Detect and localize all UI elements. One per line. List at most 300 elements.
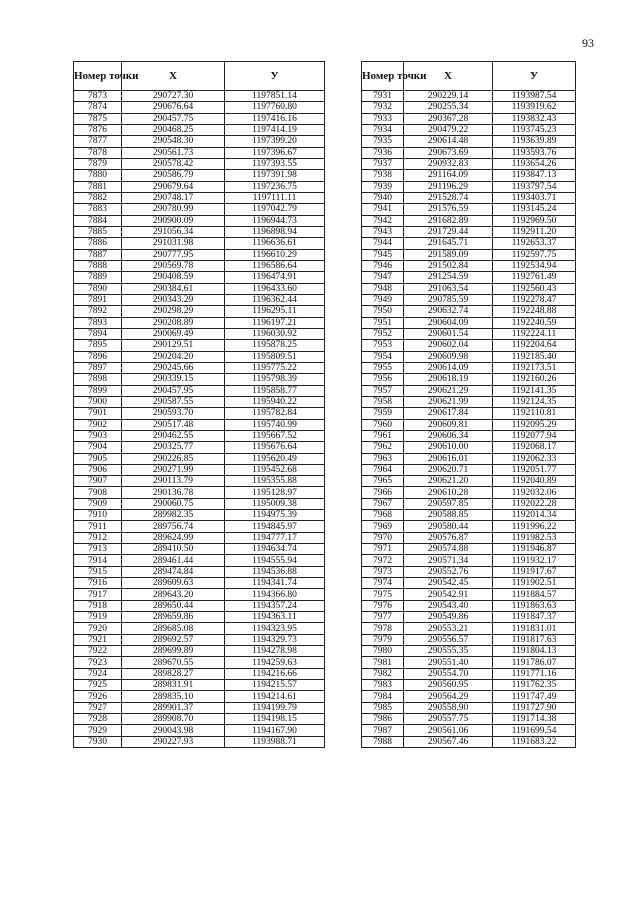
point-number-cell: 7959 bbox=[362, 408, 404, 419]
table-row bbox=[362, 487, 576, 498]
header-row bbox=[74, 62, 325, 91]
y-coordinate-cell: 1191714.38 bbox=[493, 714, 576, 725]
point-number-cell: 7914 bbox=[74, 555, 122, 566]
y-coordinate-cell: 1195740.99 bbox=[225, 419, 325, 430]
point-number-cell: 7956 bbox=[362, 374, 404, 385]
y-coordinate-cell: 1192022.28 bbox=[493, 498, 576, 509]
table-row bbox=[362, 272, 576, 283]
table-row bbox=[362, 181, 576, 192]
point-number-cell: 7892 bbox=[74, 306, 122, 317]
point-number-cell: 7925 bbox=[74, 680, 122, 691]
table-row bbox=[362, 102, 576, 113]
x-coordinate-cell: 290542.45 bbox=[404, 578, 493, 589]
x-coordinate-cell: 290617.84 bbox=[404, 408, 493, 419]
point-number-cell: 7978 bbox=[362, 623, 404, 634]
y-coordinate-cell: 1192110.81 bbox=[493, 408, 576, 419]
y-coordinate-cell: 1191884.57 bbox=[493, 589, 576, 600]
point-number-cell: 7891 bbox=[74, 294, 122, 305]
point-number-cell: 7911 bbox=[74, 521, 122, 532]
y-coordinate-cell: 1194363.11 bbox=[225, 612, 325, 623]
y-coordinate-cell: 1195355.88 bbox=[225, 476, 325, 487]
x-coordinate-cell: 290479.22 bbox=[404, 124, 493, 135]
y-coordinate-cell: 1192124.35 bbox=[493, 396, 576, 407]
x-coordinate-cell: 291502.84 bbox=[404, 260, 493, 271]
x-coordinate-cell: 290457.75 bbox=[122, 113, 225, 124]
x-coordinate-cell: 290727.30 bbox=[122, 91, 225, 102]
point-number-cell: 7918 bbox=[74, 600, 122, 611]
x-coordinate-cell: 291063.54 bbox=[404, 283, 493, 294]
x-coordinate-cell: 289828.27 bbox=[122, 668, 225, 679]
x-coordinate-cell: 290069.49 bbox=[122, 328, 225, 339]
table-row bbox=[362, 260, 576, 271]
x-coordinate-cell: 290325.77 bbox=[122, 442, 225, 453]
point-number-cell: 7937 bbox=[362, 158, 404, 169]
table-row bbox=[74, 510, 325, 521]
point-number-cell: 7887 bbox=[74, 249, 122, 260]
table-row bbox=[362, 317, 576, 328]
table-row bbox=[74, 238, 325, 249]
coordinates-table-right bbox=[361, 61, 576, 748]
table-row bbox=[74, 340, 325, 351]
point-number-cell: 7970 bbox=[362, 532, 404, 543]
table-row bbox=[362, 464, 576, 475]
table-row bbox=[362, 351, 576, 362]
x-coordinate-cell: 289831.91 bbox=[122, 680, 225, 691]
x-coordinate-cell: 289461.44 bbox=[122, 555, 225, 566]
x-coordinate-cell: 290136.78 bbox=[122, 487, 225, 498]
table-row bbox=[362, 442, 576, 453]
table-row bbox=[362, 113, 576, 124]
table-row bbox=[362, 668, 576, 679]
x-coordinate-cell: 290567.46 bbox=[404, 736, 493, 747]
point-number-cell: 7986 bbox=[362, 714, 404, 725]
table-row bbox=[362, 691, 576, 702]
table-row bbox=[362, 521, 576, 532]
table-row bbox=[362, 453, 576, 464]
header-x: X bbox=[404, 62, 493, 91]
table-row bbox=[74, 192, 325, 203]
table-row bbox=[362, 714, 576, 725]
point-number-cell: 7982 bbox=[362, 668, 404, 679]
table-row bbox=[362, 600, 576, 611]
table-row bbox=[74, 396, 325, 407]
point-number-cell: 7944 bbox=[362, 238, 404, 249]
y-coordinate-cell: 1191996.22 bbox=[493, 521, 576, 532]
point-number-cell: 7971 bbox=[362, 544, 404, 555]
point-number-cell: 7886 bbox=[74, 238, 122, 249]
table-row bbox=[74, 464, 325, 475]
y-coordinate-cell: 1195940.22 bbox=[225, 396, 325, 407]
table-row bbox=[362, 476, 576, 487]
x-coordinate-cell: 290557.75 bbox=[404, 714, 493, 725]
y-coordinate-cell: 1197414.19 bbox=[225, 124, 325, 135]
table-row bbox=[74, 226, 325, 237]
point-number-cell: 7909 bbox=[74, 498, 122, 509]
point-number-cell: 7968 bbox=[362, 510, 404, 521]
point-number-cell: 7919 bbox=[74, 612, 122, 623]
x-coordinate-cell: 290777.95 bbox=[122, 249, 225, 260]
y-coordinate-cell: 1192969.50 bbox=[493, 215, 576, 226]
point-number-cell: 7943 bbox=[362, 226, 404, 237]
point-number-cell: 7965 bbox=[362, 476, 404, 487]
table-row bbox=[362, 328, 576, 339]
y-coordinate-cell: 1194259.63 bbox=[225, 657, 325, 668]
point-number-cell: 7938 bbox=[362, 170, 404, 181]
x-coordinate-cell: 291645.71 bbox=[404, 238, 493, 249]
table-row bbox=[362, 362, 576, 373]
header-point-number: Номер точки bbox=[74, 62, 122, 91]
x-coordinate-cell: 290043.98 bbox=[122, 725, 225, 736]
point-number-cell: 7932 bbox=[362, 102, 404, 113]
table-row bbox=[74, 306, 325, 317]
y-coordinate-cell: 1192185.40 bbox=[493, 351, 576, 362]
table-row bbox=[74, 260, 325, 271]
y-coordinate-cell: 1192160.26 bbox=[493, 374, 576, 385]
table-row bbox=[362, 430, 576, 441]
point-number-cell: 7894 bbox=[74, 328, 122, 339]
header-y: У bbox=[493, 62, 576, 91]
y-coordinate-cell: 1193403.71 bbox=[493, 192, 576, 203]
table-row bbox=[74, 136, 325, 147]
table-row bbox=[362, 294, 576, 305]
y-coordinate-cell: 1192560.43 bbox=[493, 283, 576, 294]
y-coordinate-cell: 1194215.57 bbox=[225, 680, 325, 691]
table-row bbox=[74, 419, 325, 430]
point-number-cell: 7945 bbox=[362, 249, 404, 260]
point-number-cell: 7941 bbox=[362, 204, 404, 215]
table-row bbox=[74, 476, 325, 487]
table-row bbox=[74, 612, 325, 623]
table-row bbox=[362, 646, 576, 657]
table-row bbox=[362, 498, 576, 509]
point-number-cell: 7907 bbox=[74, 476, 122, 487]
point-number-cell: 7972 bbox=[362, 555, 404, 566]
y-coordinate-cell: 1192761.49 bbox=[493, 272, 576, 283]
y-coordinate-cell: 1195667.52 bbox=[225, 430, 325, 441]
y-coordinate-cell: 1192597.75 bbox=[493, 249, 576, 260]
x-coordinate-cell: 290561.06 bbox=[404, 725, 493, 736]
y-coordinate-cell: 1194323.95 bbox=[225, 623, 325, 634]
y-coordinate-cell: 1192014.34 bbox=[493, 510, 576, 521]
table-row bbox=[362, 680, 576, 691]
point-number-cell: 7979 bbox=[362, 634, 404, 645]
point-number-cell: 7889 bbox=[74, 272, 122, 283]
table-row bbox=[362, 374, 576, 385]
point-number-cell: 7903 bbox=[74, 430, 122, 441]
point-number-cell: 7912 bbox=[74, 532, 122, 543]
y-coordinate-cell: 1192095.29 bbox=[493, 419, 576, 430]
table-row bbox=[74, 351, 325, 362]
y-coordinate-cell: 1193988.71 bbox=[225, 736, 325, 747]
x-coordinate-cell: 290552.76 bbox=[404, 566, 493, 577]
point-number-cell: 7924 bbox=[74, 668, 122, 679]
point-number-cell: 7974 bbox=[362, 578, 404, 589]
x-coordinate-cell: 290614.09 bbox=[404, 362, 493, 373]
y-coordinate-cell: 1197236.75 bbox=[225, 181, 325, 192]
x-coordinate-cell: 290553.21 bbox=[404, 623, 493, 634]
table-body-left bbox=[74, 91, 325, 748]
table-row bbox=[74, 736, 325, 747]
y-coordinate-cell: 1191727.90 bbox=[493, 702, 576, 713]
header-x: X bbox=[122, 62, 225, 91]
point-number-cell: 7921 bbox=[74, 634, 122, 645]
point-number-cell: 7908 bbox=[74, 487, 122, 498]
table-row bbox=[74, 532, 325, 543]
point-number-cell: 7985 bbox=[362, 702, 404, 713]
point-number-cell: 7915 bbox=[74, 566, 122, 577]
table-row bbox=[74, 147, 325, 158]
point-number-cell: 7926 bbox=[74, 691, 122, 702]
table-row bbox=[74, 668, 325, 679]
header-row bbox=[362, 62, 576, 91]
x-coordinate-cell: 290517.48 bbox=[122, 419, 225, 430]
x-coordinate-cell: 289659.86 bbox=[122, 612, 225, 623]
table-row bbox=[74, 544, 325, 555]
point-number-cell: 7953 bbox=[362, 340, 404, 351]
point-number-cell: 7977 bbox=[362, 612, 404, 623]
point-number-cell: 7961 bbox=[362, 430, 404, 441]
table-row bbox=[74, 283, 325, 294]
y-coordinate-cell: 1191847.37 bbox=[493, 612, 576, 623]
table-row bbox=[362, 226, 576, 237]
x-coordinate-cell: 290593.70 bbox=[122, 408, 225, 419]
x-coordinate-cell: 290549.86 bbox=[404, 612, 493, 623]
y-coordinate-cell: 1193654.26 bbox=[493, 158, 576, 169]
x-coordinate-cell: 290551.40 bbox=[404, 657, 493, 668]
table-row bbox=[362, 238, 576, 249]
point-number-cell: 7910 bbox=[74, 510, 122, 521]
y-coordinate-cell: 1191771.16 bbox=[493, 668, 576, 679]
table-row bbox=[362, 158, 576, 169]
x-coordinate-cell: 290457.95 bbox=[122, 385, 225, 396]
table-row bbox=[362, 532, 576, 543]
y-coordinate-cell: 1197851.14 bbox=[225, 91, 325, 102]
point-number-cell: 7933 bbox=[362, 113, 404, 124]
y-coordinate-cell: 1191863.63 bbox=[493, 600, 576, 611]
x-coordinate-cell: 290560.95 bbox=[404, 680, 493, 691]
x-coordinate-cell: 291729.44 bbox=[404, 226, 493, 237]
point-number-cell: 7950 bbox=[362, 306, 404, 317]
y-coordinate-cell: 1191982.53 bbox=[493, 532, 576, 543]
y-coordinate-cell: 1197393.55 bbox=[225, 158, 325, 169]
x-coordinate-cell: 291576.59 bbox=[404, 204, 493, 215]
x-coordinate-cell: 290245.66 bbox=[122, 362, 225, 373]
table-row bbox=[362, 147, 576, 158]
point-number-cell: 7939 bbox=[362, 181, 404, 192]
table-row bbox=[74, 702, 325, 713]
table-row bbox=[362, 623, 576, 634]
point-number-cell: 7922 bbox=[74, 646, 122, 657]
point-number-cell: 7893 bbox=[74, 317, 122, 328]
y-coordinate-cell: 1194199.79 bbox=[225, 702, 325, 713]
table-row bbox=[74, 158, 325, 169]
point-number-cell: 7905 bbox=[74, 453, 122, 464]
x-coordinate-cell: 290468.25 bbox=[122, 124, 225, 135]
point-number-cell: 7877 bbox=[74, 136, 122, 147]
point-number-cell: 7955 bbox=[362, 362, 404, 373]
point-number-cell: 7899 bbox=[74, 385, 122, 396]
table-row bbox=[74, 487, 325, 498]
x-coordinate-cell: 290543.40 bbox=[404, 600, 493, 611]
table-row bbox=[74, 725, 325, 736]
x-coordinate-cell: 290204.20 bbox=[122, 351, 225, 362]
x-coordinate-cell: 290597.85 bbox=[404, 498, 493, 509]
table-row bbox=[74, 374, 325, 385]
table-row bbox=[74, 362, 325, 373]
y-coordinate-cell: 1192653.37 bbox=[493, 238, 576, 249]
table-row bbox=[74, 181, 325, 192]
y-coordinate-cell: 1191831.01 bbox=[493, 623, 576, 634]
y-coordinate-cell: 1196944.73 bbox=[225, 215, 325, 226]
table-row bbox=[362, 136, 576, 147]
y-coordinate-cell: 1197111.11 bbox=[225, 192, 325, 203]
table-row bbox=[74, 385, 325, 396]
y-coordinate-cell: 1191946.87 bbox=[493, 544, 576, 555]
x-coordinate-cell: 289609.63 bbox=[122, 578, 225, 589]
point-number-cell: 7898 bbox=[74, 374, 122, 385]
point-number-cell: 7963 bbox=[362, 453, 404, 464]
x-coordinate-cell: 289670.55 bbox=[122, 657, 225, 668]
point-number-cell: 7960 bbox=[362, 419, 404, 430]
point-number-cell: 7906 bbox=[74, 464, 122, 475]
point-number-cell: 7966 bbox=[362, 487, 404, 498]
point-number-cell: 7980 bbox=[362, 646, 404, 657]
table-row bbox=[74, 566, 325, 577]
table-row bbox=[74, 600, 325, 611]
y-coordinate-cell: 1195809.51 bbox=[225, 351, 325, 362]
y-coordinate-cell: 1191902.51 bbox=[493, 578, 576, 589]
y-coordinate-cell: 1193987.54 bbox=[493, 91, 576, 102]
x-coordinate-cell: 290676.64 bbox=[122, 102, 225, 113]
x-coordinate-cell: 290339.15 bbox=[122, 374, 225, 385]
point-number-cell: 7920 bbox=[74, 623, 122, 634]
y-coordinate-cell: 1191932.17 bbox=[493, 555, 576, 566]
x-coordinate-cell: 290576.87 bbox=[404, 532, 493, 543]
table-row bbox=[362, 544, 576, 555]
x-coordinate-cell: 290129.51 bbox=[122, 340, 225, 351]
point-number-cell: 7948 bbox=[362, 283, 404, 294]
point-number-cell: 7964 bbox=[362, 464, 404, 475]
y-coordinate-cell: 1192051.77 bbox=[493, 464, 576, 475]
header-y: У bbox=[225, 62, 325, 91]
table-row bbox=[362, 566, 576, 577]
table-row bbox=[362, 589, 576, 600]
table-row bbox=[74, 680, 325, 691]
table-row bbox=[362, 510, 576, 521]
y-coordinate-cell: 1196586.64 bbox=[225, 260, 325, 271]
x-coordinate-cell: 290606.34 bbox=[404, 430, 493, 441]
x-coordinate-cell: 291031.98 bbox=[122, 238, 225, 249]
y-coordinate-cell: 1191683.22 bbox=[493, 736, 576, 747]
y-coordinate-cell: 1196362.44 bbox=[225, 294, 325, 305]
table-row bbox=[74, 657, 325, 668]
x-coordinate-cell: 290408.59 bbox=[122, 272, 225, 283]
table-row bbox=[362, 419, 576, 430]
point-number-cell: 7949 bbox=[362, 294, 404, 305]
point-number-cell: 7946 bbox=[362, 260, 404, 271]
point-number-cell: 7896 bbox=[74, 351, 122, 362]
point-number-cell: 7930 bbox=[74, 736, 122, 747]
y-coordinate-cell: 1194214.61 bbox=[225, 691, 325, 702]
point-number-cell: 7942 bbox=[362, 215, 404, 226]
x-coordinate-cell: 290384.61 bbox=[122, 283, 225, 294]
x-coordinate-cell: 290542.91 bbox=[404, 589, 493, 600]
table-row bbox=[74, 714, 325, 725]
point-number-cell: 7947 bbox=[362, 272, 404, 283]
table-row bbox=[362, 725, 576, 736]
point-number-cell: 7885 bbox=[74, 226, 122, 237]
x-coordinate-cell: 289835.10 bbox=[122, 691, 225, 702]
x-coordinate-cell: 290785.59 bbox=[404, 294, 493, 305]
table-row bbox=[74, 215, 325, 226]
y-coordinate-cell: 1192248.88 bbox=[493, 306, 576, 317]
table-row bbox=[74, 589, 325, 600]
x-coordinate-cell: 290748.17 bbox=[122, 192, 225, 203]
y-coordinate-cell: 1194329.73 bbox=[225, 634, 325, 645]
point-number-cell: 7940 bbox=[362, 192, 404, 203]
point-number-cell: 7934 bbox=[362, 124, 404, 135]
table-row bbox=[74, 623, 325, 634]
point-number-cell: 7975 bbox=[362, 589, 404, 600]
table-row bbox=[362, 702, 576, 713]
y-coordinate-cell: 1194555.94 bbox=[225, 555, 325, 566]
table-row bbox=[74, 204, 325, 215]
table-row bbox=[362, 91, 576, 102]
x-coordinate-cell: 290621.99 bbox=[404, 396, 493, 407]
table-row bbox=[362, 408, 576, 419]
table-row bbox=[74, 102, 325, 113]
point-number-cell: 7890 bbox=[74, 283, 122, 294]
point-number-cell: 7916 bbox=[74, 578, 122, 589]
point-number-cell: 7875 bbox=[74, 113, 122, 124]
y-coordinate-cell: 1197391.98 bbox=[225, 170, 325, 181]
x-coordinate-cell: 290569.78 bbox=[122, 260, 225, 271]
y-coordinate-cell: 1195009.38 bbox=[225, 498, 325, 509]
x-coordinate-cell: 290932.83 bbox=[404, 158, 493, 169]
point-number-cell: 7879 bbox=[74, 158, 122, 169]
x-coordinate-cell: 291589.09 bbox=[404, 249, 493, 260]
x-coordinate-cell: 290571.34 bbox=[404, 555, 493, 566]
table-row bbox=[74, 249, 325, 260]
y-coordinate-cell: 1194167.90 bbox=[225, 725, 325, 736]
point-number-cell: 7973 bbox=[362, 566, 404, 577]
x-coordinate-cell: 290208.89 bbox=[122, 317, 225, 328]
point-number-cell: 7951 bbox=[362, 317, 404, 328]
table-row bbox=[74, 691, 325, 702]
x-coordinate-cell: 290564.29 bbox=[404, 691, 493, 702]
table-body-right bbox=[362, 91, 576, 748]
y-coordinate-cell: 1193832.43 bbox=[493, 113, 576, 124]
point-number-cell: 7873 bbox=[74, 91, 122, 102]
y-coordinate-cell: 1195452.68 bbox=[225, 464, 325, 475]
y-coordinate-cell: 1195775.22 bbox=[225, 362, 325, 373]
point-number-cell: 7900 bbox=[74, 396, 122, 407]
point-number-cell: 7928 bbox=[74, 714, 122, 725]
x-coordinate-cell: 290558.90 bbox=[404, 702, 493, 713]
x-coordinate-cell: 290604.09 bbox=[404, 317, 493, 328]
x-coordinate-cell: 290632.74 bbox=[404, 306, 493, 317]
x-coordinate-cell: 291056.34 bbox=[122, 226, 225, 237]
point-number-cell: 7913 bbox=[74, 544, 122, 555]
x-coordinate-cell: 290574.88 bbox=[404, 544, 493, 555]
y-coordinate-cell: 1194216.66 bbox=[225, 668, 325, 679]
page-number: 93 bbox=[582, 36, 594, 50]
y-coordinate-cell: 1193797.54 bbox=[493, 181, 576, 192]
x-coordinate-cell: 290616.01 bbox=[404, 453, 493, 464]
y-coordinate-cell: 1196474.91 bbox=[225, 272, 325, 283]
x-coordinate-cell: 290226.85 bbox=[122, 453, 225, 464]
table-row bbox=[362, 396, 576, 407]
